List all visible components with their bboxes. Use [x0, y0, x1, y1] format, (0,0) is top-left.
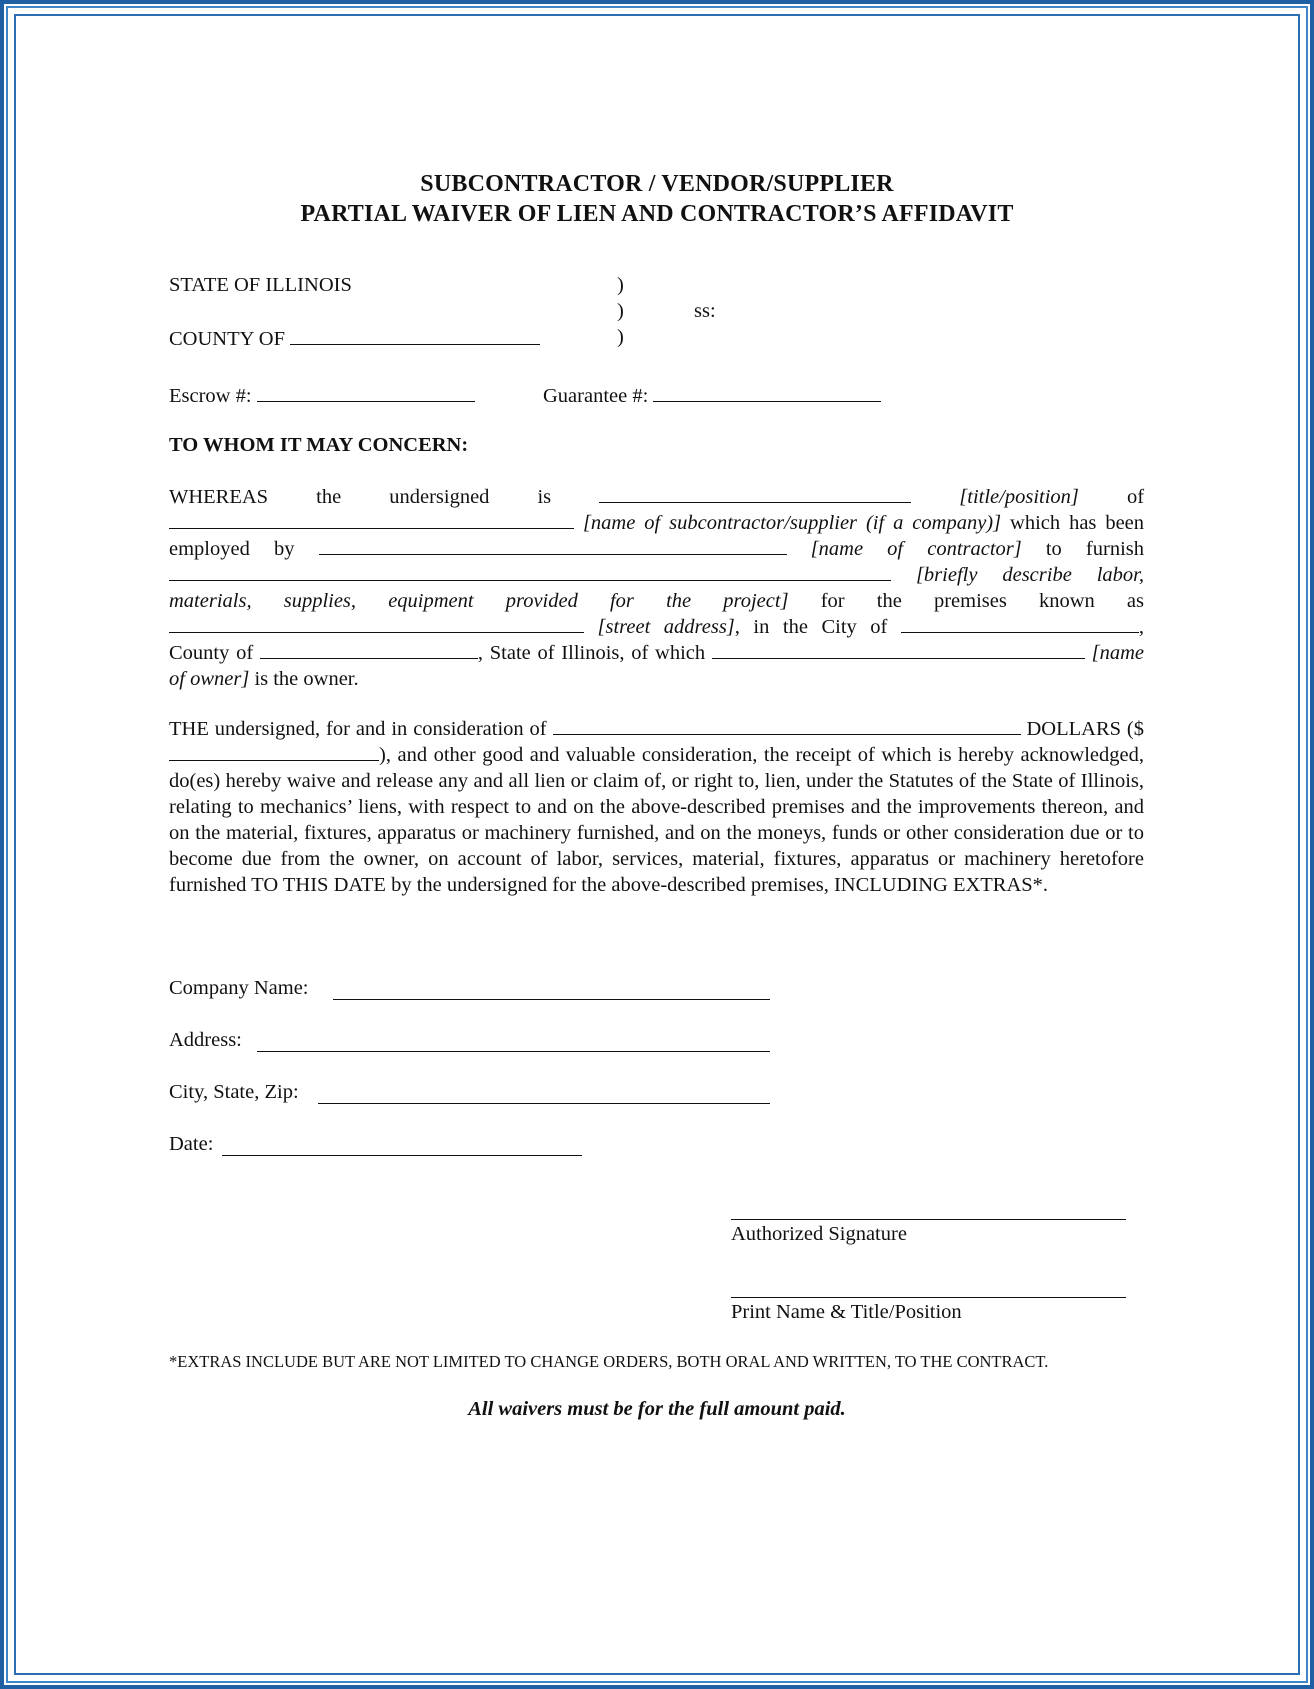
- county-field[interactable]: [290, 326, 540, 345]
- address-label: Address:: [169, 1029, 242, 1051]
- whereas-text-9: for the premises known as: [820, 590, 1144, 612]
- document-title-line2: PARTIAL WAIVER OF LIEN AND CONTRACTOR’S AFFIDAVIT: [300, 201, 1014, 227]
- authorized-signature-label: Authorized Signature: [731, 1223, 907, 1245]
- document-title-line1: SUBCONTRACTOR / VENDOR/SUPPLIER: [420, 171, 894, 197]
- city-field[interactable]: [901, 614, 1139, 633]
- print-name-label: Print Name & Title/Position: [731, 1301, 962, 1323]
- paren-3: ): [617, 326, 624, 348]
- whereas-text-5: which has been employed by: [169, 512, 1145, 560]
- amount-words-field[interactable]: [553, 716, 1021, 735]
- state-label: STATE OF ILLINOIS: [169, 274, 352, 296]
- address-field[interactable]: [257, 1051, 770, 1052]
- consideration-text-1: THE undersigned, for and in consideration of: [169, 718, 547, 740]
- county-of-field[interactable]: [260, 640, 478, 659]
- whereas-paragraph: [169, 484, 1144, 692]
- extras-note: *EXTRAS INCLUDE BUT ARE NOT LIMITED TO CHANGE ORDERS, BOTH ORAL AND WRITTEN, TO THE CONTRACT.: [169, 1352, 1049, 1371]
- footer-note: All waivers must be for the full amount paid.: [468, 1398, 846, 1420]
- escrow-row: [169, 383, 475, 408]
- salutation: TO WHOM IT MAY CONCERN:: [169, 434, 469, 456]
- ss-label: ss:: [694, 300, 716, 322]
- whereas-text-1: WHEREAS the undersigned is: [169, 486, 552, 508]
- escrow-field[interactable]: [257, 383, 475, 402]
- consideration-text-3: ), and other good and valuable consideration, the receipt of which is hereby acknowledged, do(es) hereby waive and release any and all lien or claim of, or right to, lien, under the Statutes of the State of Illinois, relating to mechanics’ liens, with respect to and on the above-described premises and the improvements thereon, and on the material, fixtures, apparatus or machinery furnished, and on the moneys, funds or other consideration due or to become due from the owner, on account of labor, services, material, fixtures, apparatus or machinery heretofore furnished TO THIS DATE by the undersigned for the above-described premises, INCLUDING EXTRAS*.: [169, 744, 1144, 896]
- guarantee-row: [543, 383, 881, 408]
- title-position-field[interactable]: [599, 484, 911, 503]
- whereas-text-7: to furnish: [1045, 538, 1144, 560]
- paren-2: ): [617, 300, 624, 322]
- whereas-text-15: is the owner.: [254, 668, 359, 690]
- whereas-text-3: of: [1126, 486, 1145, 508]
- title-position-hint: [title/position]: [959, 486, 1079, 508]
- city-state-zip-label: City, State, Zip:: [169, 1081, 299, 1103]
- labor-description-hint: [briefly describe labor, materials, supplies, equipment provided for the project]: [169, 564, 1145, 612]
- subcontractor-name-hint: [name of subcontractor/supplier (if a company)]: [582, 512, 1002, 534]
- guarantee-field[interactable]: [653, 383, 881, 402]
- street-address-hint: [street address]: [597, 616, 735, 638]
- whereas-text-13: , State of Illinois, of which: [477, 642, 706, 664]
- street-address-field[interactable]: [169, 614, 584, 633]
- date-label: Date:: [169, 1133, 214, 1155]
- date-field[interactable]: [222, 1155, 582, 1156]
- subcontractor-name-field[interactable]: [169, 510, 574, 529]
- consideration-paragraph: [169, 716, 1144, 898]
- labor-description-field[interactable]: [169, 562, 891, 581]
- owner-name-field[interactable]: [712, 640, 1085, 659]
- whereas-text-12: , County of: [169, 616, 1144, 664]
- authorized-signature-line[interactable]: [731, 1219, 1126, 1220]
- amount-dollars-field[interactable]: [169, 742, 379, 761]
- county-row: [169, 326, 540, 351]
- escrow-label: Escrow #:: [169, 385, 252, 407]
- paren-1: ): [617, 274, 624, 296]
- consideration-text-2: DOLLARS ($: [1026, 718, 1145, 740]
- city-state-zip-field[interactable]: [318, 1103, 770, 1104]
- guarantee-label: Guarantee #:: [543, 385, 649, 407]
- whereas-text-11: , in the City of: [734, 616, 888, 638]
- contractor-name-field[interactable]: [319, 536, 787, 555]
- owner-name-hint: [name of owner]: [169, 642, 1145, 690]
- contractor-name-hint: [name of contractor]: [810, 538, 1022, 560]
- company-name-field[interactable]: [333, 999, 770, 1000]
- print-name-line[interactable]: [731, 1297, 1126, 1298]
- county-label: COUNTY OF: [169, 328, 285, 350]
- company-name-label: Company Name:: [169, 977, 309, 999]
